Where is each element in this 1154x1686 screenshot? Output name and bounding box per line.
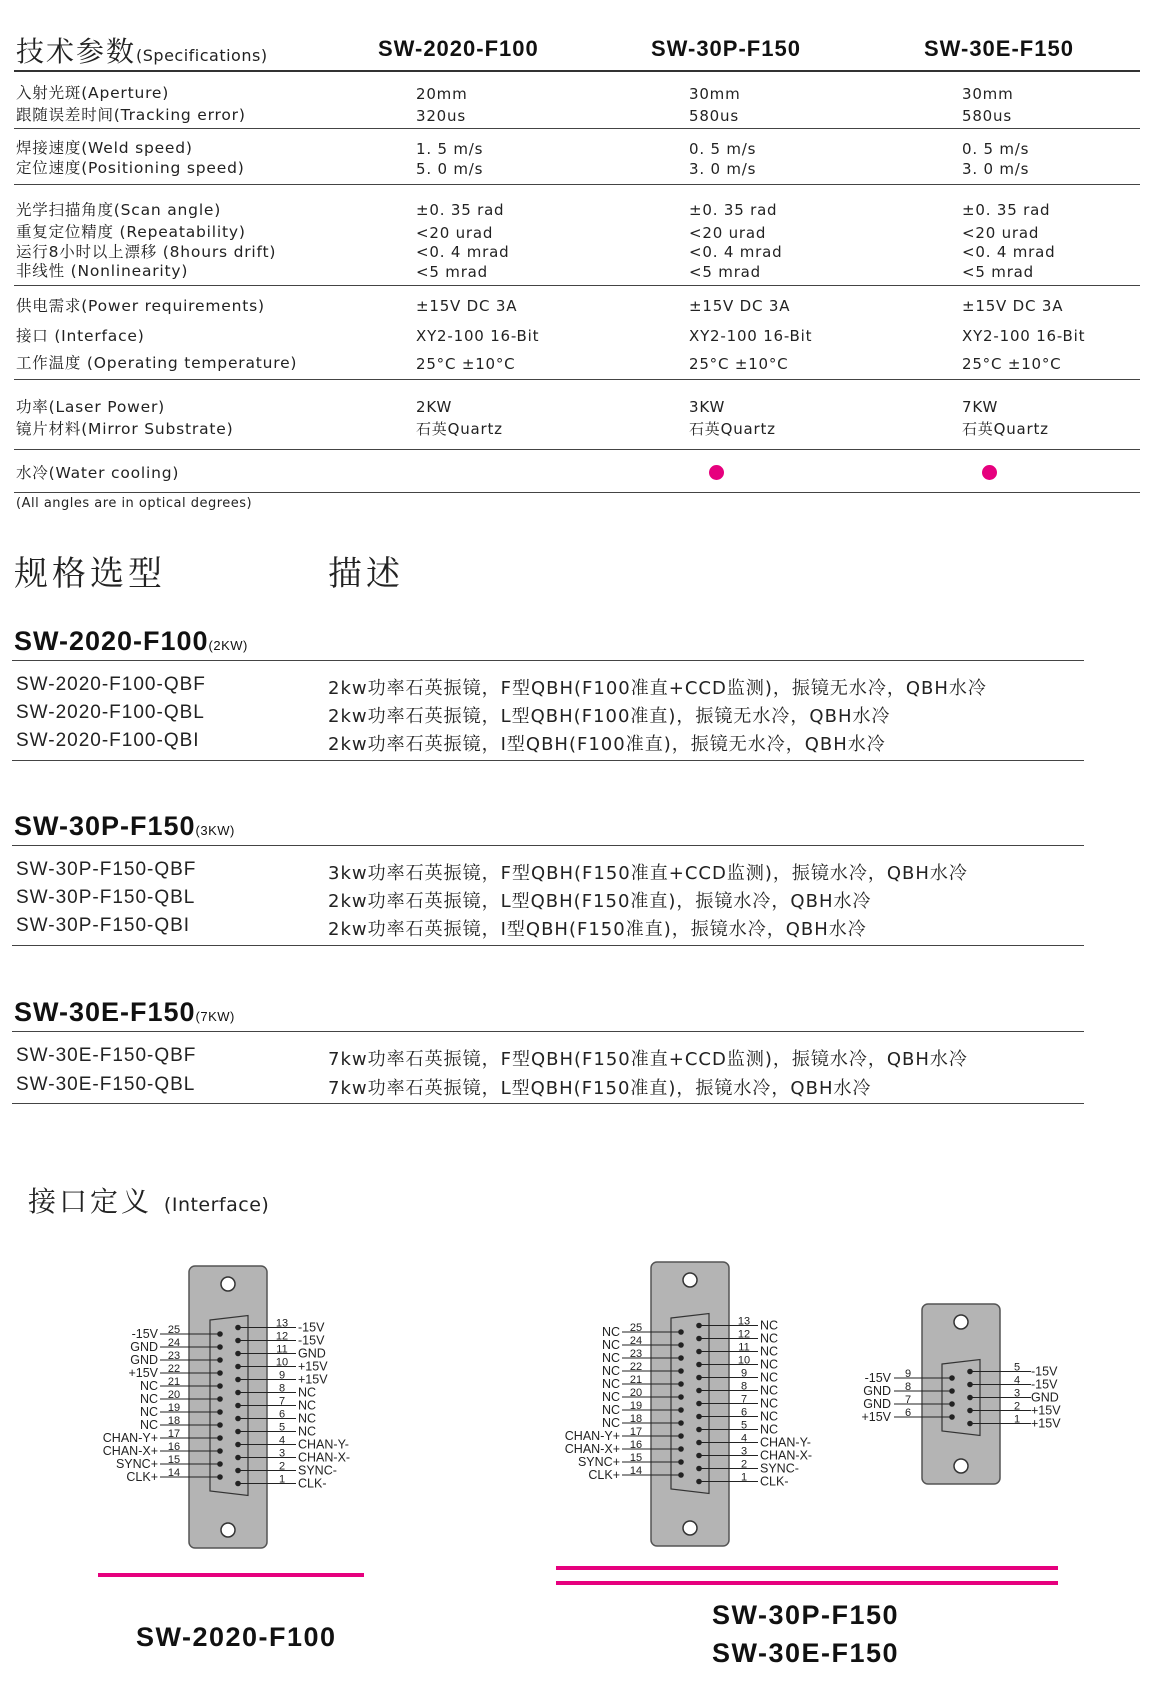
- pin-number: 13: [737, 1315, 751, 1328]
- cell: ±0. 35 rad: [962, 201, 1051, 219]
- pin-number: 20: [629, 1387, 643, 1399]
- cell: <0. 4 mrad: [962, 243, 1056, 261]
- pin-number: 20: [167, 1389, 181, 1401]
- cell: 30mm: [962, 85, 1014, 103]
- row-label: 重复定位精度 (Repeatability): [16, 223, 246, 241]
- model-desc: 3kw功率石英振镜，F型QBH(F150准直+CCD监测)，振镜水冷，QBH水冷: [328, 863, 968, 884]
- model-group-power: (2KW): [208, 638, 248, 653]
- pin-label: CLK-: [760, 1474, 789, 1489]
- col-head-3: SW-30E-F150: [924, 36, 1074, 61]
- pin-number: 3: [278, 1447, 286, 1460]
- pin-number: 14: [167, 1467, 181, 1479]
- pin-label: CLK-: [298, 1476, 327, 1491]
- pin-label: NC: [601, 1325, 620, 1339]
- pin-label: CHAN-X-: [298, 1450, 351, 1465]
- model-code: SW-30E-F150-QBL: [16, 1074, 196, 1095]
- pin-label: NC: [601, 1377, 620, 1391]
- pin-label: NC: [601, 1364, 620, 1378]
- model-group-title: [14, 997, 235, 1028]
- pin-number: 6: [740, 1406, 748, 1419]
- pin-number: 1: [278, 1473, 286, 1486]
- pin-number: 25: [167, 1324, 181, 1336]
- cell: 0. 5 m/s: [962, 140, 1030, 158]
- pin-label: -15V: [131, 1327, 158, 1341]
- water-cooling-dot: [982, 465, 997, 480]
- cell: ±15V DC 3A: [689, 297, 791, 315]
- db25-connector-left: [103, 1266, 350, 1548]
- cell: 30mm: [689, 85, 741, 103]
- model-code: SW-30P-F150-QBI: [16, 915, 191, 936]
- pin-number: 18: [629, 1413, 643, 1425]
- cell: ±0. 35 rad: [689, 201, 778, 219]
- cell: 20mm: [416, 85, 468, 103]
- pin-number: 16: [167, 1441, 181, 1453]
- pin-number: 9: [904, 1368, 912, 1380]
- col-head-2: SW-30P-F150: [651, 36, 801, 61]
- pin-label: NC: [298, 1398, 317, 1413]
- cell: 3. 0 m/s: [962, 160, 1030, 178]
- model-group-power: (7KW): [195, 1009, 235, 1024]
- group-rule: [12, 660, 1084, 661]
- row-label: 镜片材料(Mirror Substrate): [16, 420, 234, 438]
- cell: 25°C ±10°C: [689, 355, 789, 373]
- pin-number: 5: [1013, 1361, 1021, 1374]
- pin-number: 4: [740, 1432, 748, 1445]
- pin-number: 22: [167, 1363, 181, 1375]
- pin-number: 9: [740, 1367, 748, 1380]
- spec-title: [16, 30, 268, 70]
- pin-label: NC: [760, 1383, 779, 1398]
- model-desc: 2kw功率石英振镜，F型QBH(F100准直+CCD监测)，振镜无水冷，QBH水冷: [328, 678, 987, 699]
- row-label: 非线性 (Nonlinearity): [16, 262, 189, 280]
- pin-label: CHAN-X+: [564, 1442, 620, 1456]
- pin-label: GND: [130, 1353, 158, 1367]
- selection-title: 规格选型: [14, 554, 166, 594]
- cell: <20 urad: [689, 224, 767, 242]
- pin-number: 5: [278, 1421, 286, 1434]
- model-group-power: (3KW): [195, 823, 235, 838]
- cell: <0. 4 mrad: [689, 243, 783, 261]
- accent-bar-right-2: [556, 1581, 1058, 1585]
- pin-number: 3: [740, 1445, 748, 1458]
- group-rule: [12, 945, 1084, 946]
- pin-number: 11: [738, 1341, 750, 1354]
- pin-number: 19: [629, 1400, 643, 1412]
- pin-label: GND: [1031, 1390, 1059, 1405]
- pin-number: 6: [278, 1408, 286, 1421]
- cell: 石英Quartz: [416, 420, 503, 438]
- cell: 320us: [416, 107, 466, 125]
- pin-label: NC: [601, 1390, 620, 1404]
- row-label: 水冷(Water cooling): [16, 464, 180, 482]
- pin-number: 2: [278, 1460, 286, 1473]
- cell: ±15V DC 3A: [416, 297, 518, 315]
- description-title: 描述: [328, 554, 404, 594]
- cell: <20 urad: [416, 224, 494, 242]
- pin-label: NC: [298, 1411, 317, 1426]
- pin-number: 24: [629, 1335, 643, 1347]
- pin-label: NC: [601, 1338, 620, 1352]
- model-desc: 2kw功率石英振镜，L型QBH(F100准直)，振镜无水冷，QBH水冷: [328, 706, 891, 727]
- cell: 580us: [689, 107, 739, 125]
- model-code: SW-30P-F150-QBF: [16, 859, 197, 880]
- water-cooling-dot: [709, 465, 724, 480]
- model-desc: 2kw功率石英振镜，L型QBH(F150准直)，振镜水冷，QBH水冷: [328, 891, 872, 912]
- group-rule: [12, 1031, 1084, 1032]
- cell: 7KW: [962, 398, 999, 416]
- spec-title-cn: 技术参数: [16, 35, 137, 68]
- cell: 5. 0 m/s: [416, 160, 484, 178]
- pin-label: NC: [760, 1344, 779, 1359]
- row-divider: [14, 449, 1140, 450]
- pin-number: 16: [629, 1439, 643, 1451]
- pin-label: NC: [760, 1370, 779, 1385]
- pin-label: GND: [863, 1397, 891, 1411]
- pin-label: -15V: [1031, 1377, 1058, 1392]
- cell: 1. 5 m/s: [416, 140, 484, 158]
- pin-label: NC: [760, 1318, 779, 1333]
- angles-note: (All angles are in optical degrees): [16, 496, 253, 511]
- model-desc: 7kw功率石英振镜，L型QBH(F150准直)，振镜水冷，QBH水冷: [328, 1078, 872, 1099]
- pin-label: -15V: [298, 1333, 325, 1348]
- cell: <20 urad: [962, 224, 1040, 242]
- row-label: 接口 (Interface): [16, 327, 145, 345]
- pin-label: CHAN-X-: [760, 1448, 813, 1463]
- pin-label: NC: [298, 1385, 317, 1400]
- cell: 3. 0 m/s: [689, 160, 757, 178]
- accent-bar-left: [98, 1573, 364, 1577]
- pin-label: NC: [139, 1379, 158, 1393]
- cell: 3KW: [689, 398, 726, 416]
- cell: XY2-100 16-Bit: [689, 327, 813, 345]
- interface-title: [28, 1180, 269, 1220]
- pin-label: NC: [760, 1331, 779, 1346]
- mount-hole: [683, 1521, 697, 1535]
- pin-number: 17: [167, 1428, 181, 1440]
- pin-number: 5: [740, 1419, 748, 1432]
- pin-number: 7: [904, 1394, 912, 1406]
- pin-label: NC: [139, 1405, 158, 1419]
- pin-number: 21: [629, 1374, 643, 1386]
- pin-number: 2: [740, 1458, 748, 1471]
- pin-number: 4: [1013, 1374, 1021, 1387]
- cell: <0. 4 mrad: [416, 243, 510, 261]
- pin-label: +15V: [861, 1410, 891, 1424]
- pin-label: +15V: [1031, 1403, 1061, 1418]
- mount-hole: [954, 1459, 968, 1473]
- pin-label: +15V: [128, 1366, 158, 1380]
- pin-label: NC: [760, 1422, 779, 1437]
- pin-label: CHAN-Y+: [564, 1429, 620, 1443]
- spec-title-en: (Specifications): [136, 46, 268, 65]
- pin-label: +15V: [1031, 1416, 1061, 1431]
- pin-label: NC: [298, 1424, 317, 1439]
- cell: 2KW: [416, 398, 453, 416]
- pin-number: 23: [629, 1348, 643, 1360]
- pin-number: 15: [629, 1452, 643, 1464]
- table-bottom-rule: [14, 492, 1140, 493]
- group-rule: [12, 845, 1084, 846]
- pin-number: 14: [629, 1465, 643, 1477]
- pin-number: 24: [167, 1337, 181, 1349]
- mount-hole: [954, 1315, 968, 1329]
- connector-diagrams: [0, 1240, 1154, 1560]
- model-group-name: SW-30E-F150: [14, 997, 196, 1027]
- model-desc: 7kw功率石英振镜，F型QBH(F150准直+CCD监测)，振镜水冷，QBH水冷: [328, 1049, 968, 1070]
- pin-label: CHAN-Y-: [760, 1435, 811, 1450]
- row-divider: [14, 128, 1140, 129]
- pin-number: 9: [278, 1369, 286, 1382]
- pin-label: NC: [139, 1418, 158, 1432]
- row-label: 定位速度(Positioning speed): [16, 159, 245, 177]
- pin-number: 19: [167, 1402, 181, 1414]
- cell: 580us: [962, 107, 1012, 125]
- row-label: 供电需求(Power requirements): [16, 297, 265, 315]
- pin-number: 18: [167, 1415, 181, 1427]
- pin-label: NC: [601, 1416, 620, 1430]
- pin-number: 3: [1013, 1387, 1021, 1400]
- cell: XY2-100 16-Bit: [416, 327, 540, 345]
- row-divider: [14, 184, 1140, 185]
- row-label: 光学扫描角度(Scan angle): [16, 201, 222, 219]
- mount-hole: [221, 1277, 235, 1291]
- pin-label: SYNC+: [577, 1455, 620, 1469]
- pin-label: NC: [760, 1396, 779, 1411]
- pin-number: 7: [740, 1393, 748, 1406]
- connector-label-left: SW-2020-F100: [136, 1622, 337, 1652]
- pin-label: -15V: [298, 1320, 325, 1335]
- pin-label: CLK+: [588, 1468, 620, 1482]
- pin-number: 7: [278, 1395, 286, 1408]
- row-label: 跟随误差时间(Tracking error): [16, 106, 246, 124]
- pin-label: CHAN-Y-: [298, 1437, 349, 1452]
- row-label: 功率(Laser Power): [16, 398, 166, 416]
- model-code: SW-2020-F100-QBI: [16, 730, 200, 751]
- db9-connector: [861, 1304, 1061, 1484]
- model-desc: 2kw功率石英振镜，I型QBH(F150准直)，振镜水冷，QBH水冷: [328, 919, 867, 940]
- pin-label: GND: [130, 1340, 158, 1354]
- cell: ±0. 35 rad: [416, 201, 505, 219]
- pin-label: CLK+: [126, 1470, 158, 1484]
- row-divider: [14, 285, 1140, 286]
- pin-label: SYNC-: [298, 1463, 337, 1478]
- group-rule: [12, 760, 1084, 761]
- pin-label: CHAN-X+: [102, 1444, 158, 1458]
- pin-number: 22: [629, 1361, 643, 1373]
- pin-number: 17: [629, 1426, 643, 1438]
- model-group-title: [14, 626, 248, 657]
- pin-label: GND: [298, 1346, 326, 1361]
- pin-label: -15V: [1031, 1364, 1058, 1379]
- cell: 25°C ±10°C: [416, 355, 516, 373]
- cell: XY2-100 16-Bit: [962, 327, 1086, 345]
- pin-label: NC: [139, 1392, 158, 1406]
- pin-number: 13: [275, 1317, 289, 1330]
- cell: 25°C ±10°C: [962, 355, 1062, 373]
- pin-number: 10: [737, 1354, 751, 1367]
- pin-number: 8: [904, 1381, 912, 1393]
- pin-number: 8: [278, 1382, 286, 1395]
- pin-label: NC: [601, 1351, 620, 1365]
- pin-label: NC: [601, 1403, 620, 1417]
- row-label: 焊接速度(Weld speed): [16, 139, 193, 157]
- pin-number: 8: [740, 1380, 748, 1393]
- cell: 0. 5 m/s: [689, 140, 757, 158]
- model-group-name: SW-30P-F150: [14, 811, 196, 841]
- cell: ±15V DC 3A: [962, 297, 1064, 315]
- pin-label: CHAN-Y+: [102, 1431, 158, 1445]
- model-group-name: SW-2020-F100: [14, 626, 209, 656]
- pin-label: SYNC-: [760, 1461, 799, 1476]
- pin-label: +15V: [298, 1372, 328, 1387]
- pin-number: 1: [1013, 1413, 1021, 1426]
- model-code: SW-30P-F150-QBL: [16, 887, 196, 908]
- accent-bar-right-1: [556, 1566, 1058, 1570]
- interface-title-en: (Interface): [163, 1194, 270, 1216]
- group-rule: [12, 1103, 1084, 1104]
- interface-title-cn: 接口定义: [28, 1185, 153, 1218]
- row-label: 入射光斑(Aperture): [16, 84, 170, 102]
- pin-number: 15: [167, 1454, 181, 1466]
- cell: 石英Quartz: [689, 420, 776, 438]
- col-head-1: SW-2020-F100: [378, 36, 539, 61]
- pin-number: 6: [904, 1407, 912, 1419]
- cell: <5 mrad: [689, 263, 761, 281]
- pin-number: 23: [167, 1350, 181, 1362]
- cell: <5 mrad: [416, 263, 488, 281]
- pin-number: 2: [1013, 1400, 1021, 1413]
- db25-connector-right: [565, 1262, 812, 1546]
- mount-hole: [221, 1523, 235, 1537]
- pin-number: 10: [275, 1356, 289, 1369]
- table-top-rule: [14, 70, 1140, 72]
- model-desc: 2kw功率石英振镜，I型QBH(F100准直)，振镜无水冷，QBH水冷: [328, 734, 886, 755]
- pin-number: 1: [740, 1471, 748, 1484]
- pin-label: SYNC+: [115, 1457, 158, 1471]
- row-label: 工作温度 (Operating temperature): [16, 354, 298, 372]
- pin-number: 12: [275, 1330, 289, 1343]
- pin-label: +15V: [298, 1359, 328, 1374]
- pin-label: NC: [760, 1409, 779, 1424]
- pin-label: -15V: [864, 1371, 891, 1385]
- pin-number: 25: [629, 1322, 643, 1334]
- pin-number: 12: [737, 1328, 751, 1341]
- pin-number: 4: [278, 1434, 286, 1447]
- model-code: SW-30E-F150-QBF: [16, 1045, 197, 1066]
- pin-label: GND: [863, 1384, 891, 1398]
- row-divider: [14, 379, 1140, 380]
- row-label: 运行8小时以上漂移 (8hours drift): [16, 243, 277, 261]
- model-code: SW-2020-F100-QBF: [16, 674, 206, 695]
- connector-label-right-1: SW-30P-F150: [712, 1600, 900, 1630]
- model-group-title: [14, 811, 235, 842]
- cell: 石英Quartz: [962, 420, 1049, 438]
- mount-hole: [683, 1273, 697, 1287]
- model-code: SW-2020-F100-QBL: [16, 702, 205, 723]
- pin-label: NC: [760, 1357, 779, 1372]
- cell: <5 mrad: [962, 263, 1034, 281]
- pin-number: 21: [167, 1376, 181, 1388]
- pin-number: 11: [276, 1343, 288, 1356]
- connector-label-right-2: SW-30E-F150: [712, 1638, 900, 1668]
